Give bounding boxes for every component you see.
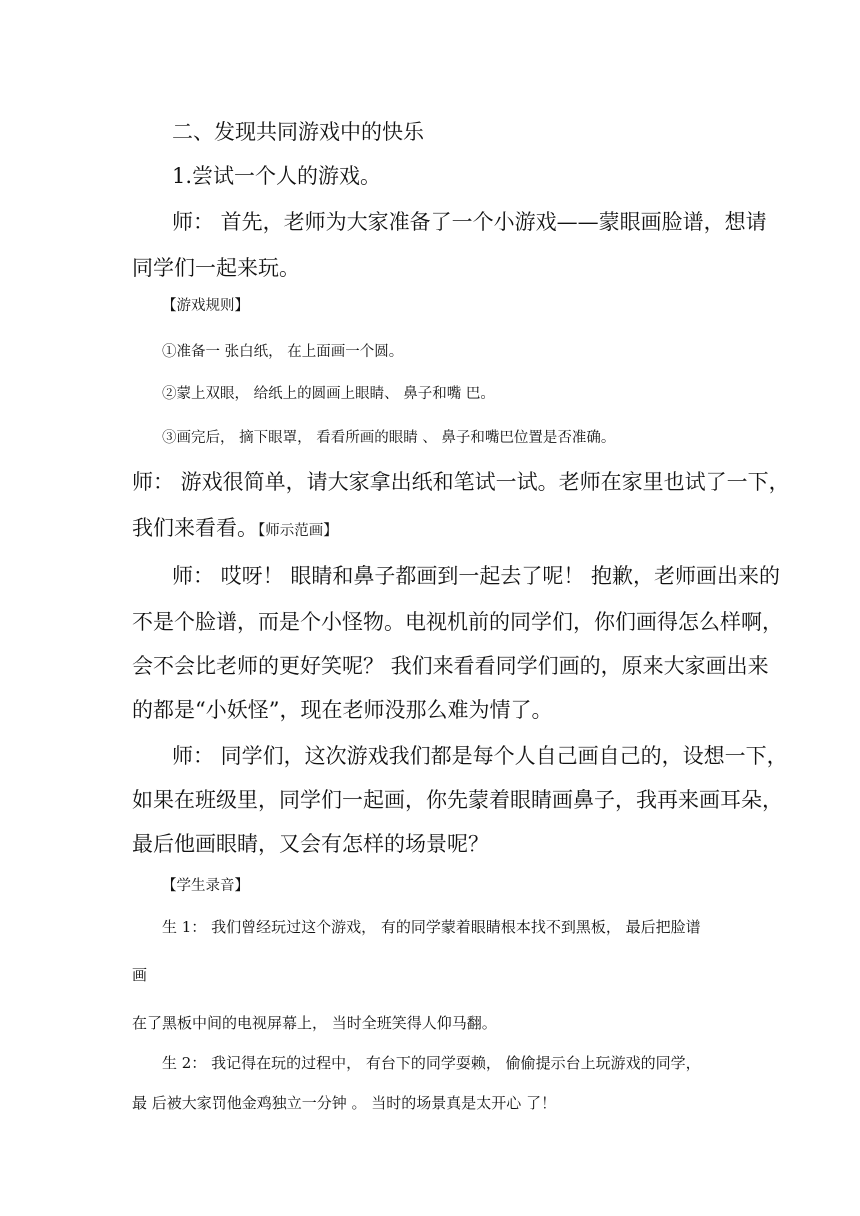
paragraph-line: 师： 同学们，这次游戏我们都是每个人自己画自己的，设想一下， [172,744,788,768]
paragraph-line: 会不会比老师的更好笑呢？ 我们来看看同学们画的，原来大家画出来 [132,654,769,678]
student-line: 最 后被大家罚他金鸡独立一分钟 。 当时的场景真是太开心 了！ [132,1094,557,1112]
demo-tag: 【师示范画】 [258,523,338,539]
paragraph-line [132,512,338,542]
paragraph-line: 如果在班级里，同学们一起画，你先蒙着眼睛画鼻子，我再来画耳朵， [132,788,783,812]
student-line: 在了黑板中间的电视屏幕上， 当时全班笑得人仰马翻。 [132,1014,497,1032]
student-line: 生 2： 我记得在玩的过程中， 有台下的同学耍赖， 偷偷提示台上玩游戏的同学， [162,1054,701,1072]
rule-item: ③画完后， 摘下眼罩， 看看所画的眼睛 、 鼻子和嘴巴位置是否准确。 [162,430,616,446]
rule-item: ②蒙上双眼， 给纸上的圆画上眼睛、 鼻子和嘴 巴。 [162,386,495,402]
student-line: 生 1： 我们曾经玩过这个游戏， 有的同学蒙着眼睛根本找不到黑板， 最后把脸谱 [162,918,701,936]
rules-tag: 【游戏规则】 [162,298,249,314]
subheading: 1.尝试一个人的游戏。 [172,164,382,188]
paragraph-line: 师： 首先，老师为大家准备了一个小游戏——蒙眼画脸谱，想请 [172,210,767,234]
paragraph-line: 师： 游戏很简单，请大家拿出纸和笔试一试。老师在家里也试了一下， [132,470,790,494]
section-heading: 二、发现共同游戏中的快乐 [172,120,424,144]
paragraph-line: 最后他画眼睛，又会有怎样的场景呢？ [132,832,489,856]
student-line: 画 [132,966,148,984]
paragraph-line: 的都是“小妖怪”，现在老师没那么难为情了。 [132,698,553,722]
paragraph-line: 同学们一起来玩。 [132,256,300,280]
paragraph-text: 我们来看看。 [132,516,258,540]
paragraph-line: 师： 哎呀！ 眼睛和鼻子都画到一起去了呢！ 抱歉，老师画出来的 [172,564,781,588]
paragraph-line: 不是个脸谱，而是个小怪物。电视机前的同学们，你们画得怎么样啊， [132,610,783,634]
rule-item: ①准备一 张白纸， 在上面画一个圆。 [162,344,404,360]
recording-tag: 【学生录音】 [162,878,249,894]
